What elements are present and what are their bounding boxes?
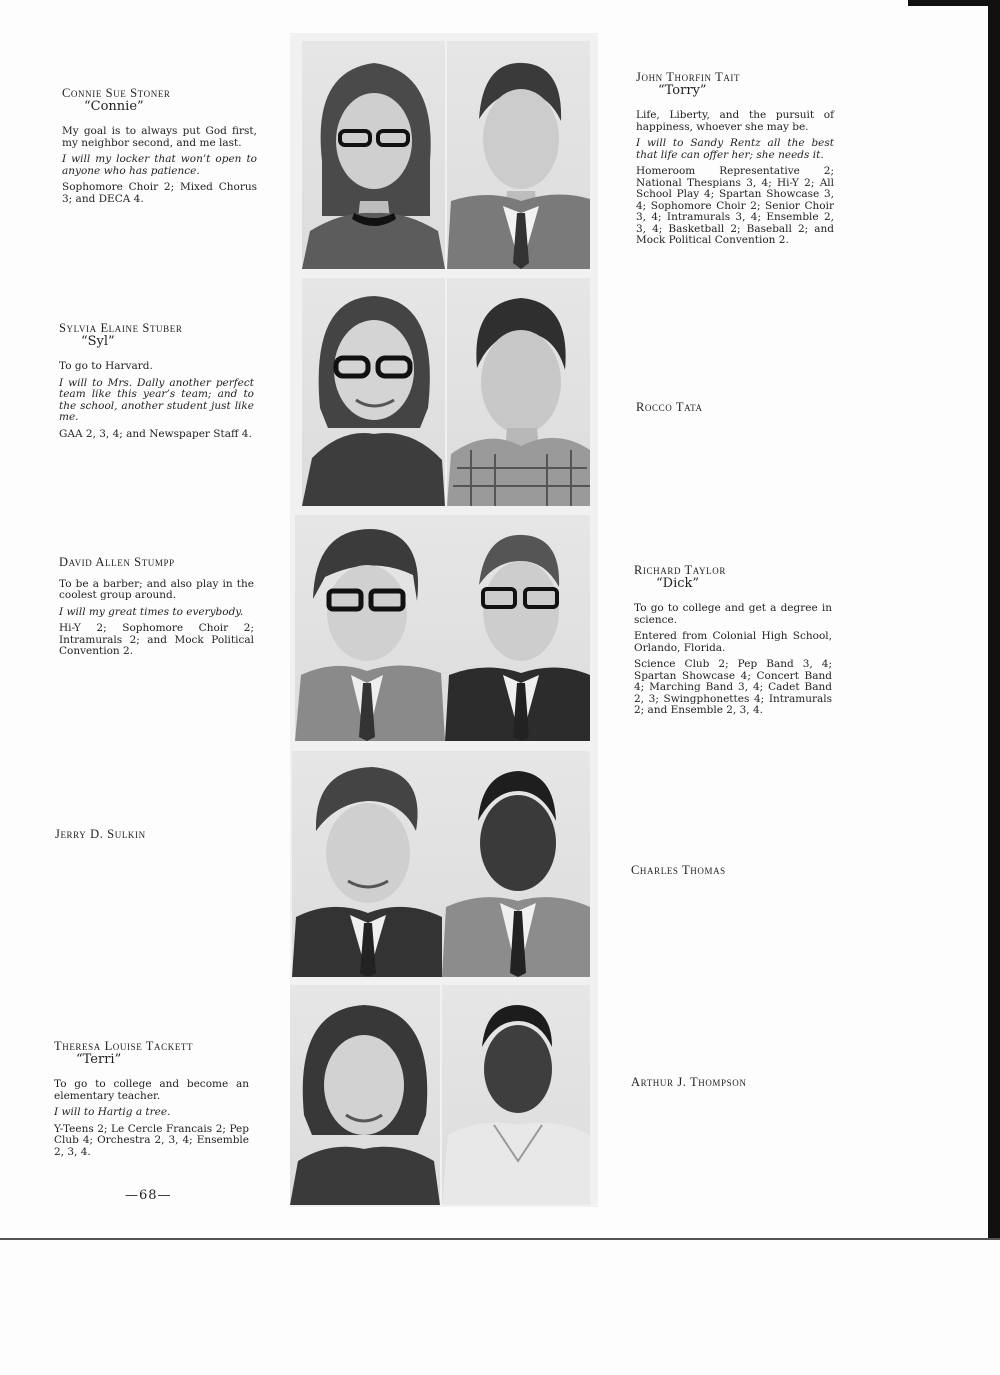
student-name: Arthur J. Thompson	[631, 1075, 747, 1089]
page-number: —68—	[125, 1188, 172, 1203]
student-nickname: “Syl”	[81, 333, 115, 349]
student-goal: To go to college and become an elementary teacher.	[54, 1078, 249, 1102]
portrait-male	[442, 985, 590, 1205]
portrait-strip	[290, 33, 598, 1207]
student-will: I will to Sandy Rentz all the best that life can offer her; she needs it.	[636, 137, 834, 161]
portrait-photo-stumpp	[295, 515, 445, 741]
student-entry-thomas	[631, 865, 829, 878]
student-activities: GAA 2, 3, 4; and Newspaper Staff 4.	[59, 427, 252, 440]
student-entry-tata	[636, 402, 834, 415]
student-entry-tait	[636, 72, 834, 252]
student-activities: Sophomore Choir 2; Mixed Chorus 3; and DECA 4.	[62, 181, 257, 205]
student-activities: Science Club 2; Pep Band 3, 4; Spartan Showcase 4; Concert Band 4; Marching Band 3, 4; Cadet Band 2, 3; Swingphonettes 4; Intramurals 2; and Ensemble 2, 3, 4.	[634, 658, 832, 716]
student-goal: Life, Liberty, and the pursuit of happiness, whoever she may be.	[636, 109, 834, 133]
student-name: John Thorfin Tait	[636, 70, 741, 84]
student-will: I will to Hartig a tree.	[54, 1106, 171, 1118]
student-will: I will my locker that won’t open to anyone who has patience.	[62, 153, 257, 177]
scan-edge	[0, 1238, 1000, 1240]
student-name: Sylvia Elaine Stuber	[59, 321, 183, 335]
student-goal: To go to Harvard.	[59, 360, 153, 372]
student-activities: Homeroom Representative 2; National Thespians 3, 4; Hi-Y 2; All School Play 4; Spartan Showcase 3, 4; Sophomore Choir 2; Senior Choir 3, 4; Intramurals 3, 4; Ensemble 2, 3, 4; Basketball 2; Baseball 2; and Mock Political Convention 2.	[636, 165, 834, 246]
student-will: I will to Mrs. Dally another perfect team like this year’s team; and to the school, another student just like me.	[59, 376, 254, 423]
scan-edge	[908, 0, 1000, 6]
student-entry-thompson	[631, 1077, 829, 1090]
portrait-photo-tata	[447, 278, 590, 506]
student-entry-tackett	[54, 1041, 249, 1163]
portrait-photo-thomas	[442, 751, 590, 977]
portrait-female	[302, 41, 445, 269]
portrait-photo-tait	[447, 41, 590, 269]
student-nickname: “Torry”	[658, 82, 707, 98]
student-goal: To be a barber; and also play in the coolest group around.	[59, 577, 254, 601]
student-name: Rocco Tata	[636, 400, 703, 414]
student-entry-stoner	[62, 88, 257, 210]
student-entry-stumpp	[59, 557, 254, 663]
portrait-male	[447, 41, 590, 269]
student-nickname: “Connie”	[84, 98, 144, 114]
student-entered: Entered from Colonial High School, Orlando, Florida.	[634, 630, 832, 654]
student-name: David Allen Stumpp	[59, 555, 175, 569]
portrait-photo-tackett	[290, 985, 440, 1205]
portrait-photo-stuber	[302, 278, 445, 506]
portrait-male	[442, 751, 590, 977]
portrait-photo-stoner	[302, 41, 445, 269]
student-entry-stuber	[59, 323, 254, 445]
student-entry-sulkin	[55, 829, 250, 842]
portrait-photo-sulkin	[292, 751, 442, 977]
portrait-female	[302, 278, 445, 506]
student-nickname: “Dick”	[656, 575, 700, 591]
student-goal: To go to college and get a degree in science.	[634, 602, 832, 626]
portrait-male	[295, 515, 445, 741]
portrait-male	[445, 515, 590, 741]
student-goal: My goal is to always put God first, my neighbor second, and me last.	[62, 125, 257, 149]
portrait-male	[292, 751, 442, 977]
student-name: Jerry D. Sulkin	[55, 827, 146, 841]
portrait-male	[447, 278, 590, 506]
student-name: Connie Sue Stoner	[62, 86, 171, 100]
student-activities: Y-Teens 2; Le Cercle Francais 2; Pep Club 4; Orchestra 2, 3, 4; Ensemble 2, 3, 4.	[54, 1122, 249, 1158]
student-will: I will my great times to everybody.	[59, 605, 244, 618]
student-activities: Hi-Y 2; Sophomore Choir 2; Intramurals 2; and Mock Political Convention 2.	[59, 622, 254, 657]
portrait-female	[290, 985, 440, 1205]
student-name: Charles Thomas	[631, 863, 726, 877]
portrait-photo-taylor	[445, 515, 590, 741]
portrait-photo-thompson	[442, 985, 590, 1205]
student-name: Richard Taylor	[634, 563, 726, 577]
student-entry-taylor	[634, 565, 832, 722]
student-name: Theresa Louise Tackett	[54, 1039, 194, 1053]
student-nickname: “Terri”	[76, 1051, 122, 1067]
scan-edge	[988, 0, 1000, 1240]
